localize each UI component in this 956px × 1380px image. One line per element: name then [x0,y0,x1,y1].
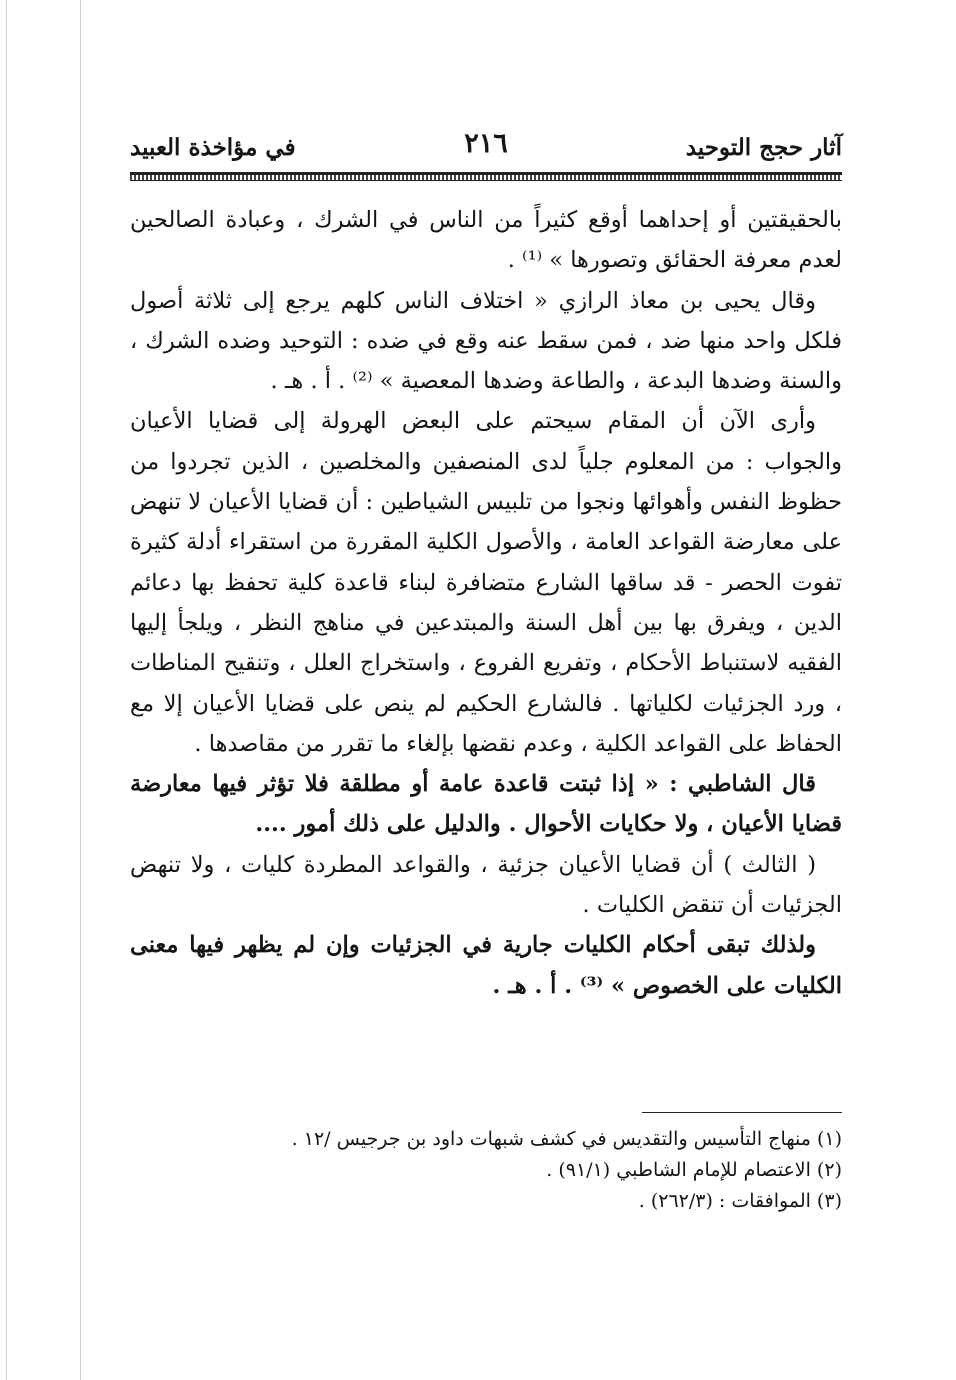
book-subtitle: في مؤاخذة العبيد [130,134,296,161]
paragraph: وأرى الآن أن المقام سيحتم على البعض الهرولة إلى قضايا الأعيان والجواب : من المعلوم جلياً لدى المنصفين والمخلصين ، الذين تجردوا من حظوظ النفس وأهوائها ونجوا من تلبيس الشياطين : أن قضايا الأعيان لا تنهض على معارضة القواعد العامة ، والأصول الكلية المقررة من استقراء أدلة كثيرة تفوت الحصر - قد ساقها الشارع متضافرة لبناء قاعدة كلية تحفظ بها دعائم الدين ، ويفرق بها بين أهل السنة والمبتدعين في مناهج النظر ، ويلجأ إليها الفقيه لاستنباط الأحكام ، وتفريع الفروع ، واستخراج العلل ، وتنقيح المناطات ، ورد الجزئيات لكلياتها . فالشارع الحكيم لم ينص على قضايا الأعيان إلا مع الحفاظ على القواعد الكلية ، وعدم نقضها بإلغاء ما تقرر من مقاصدها . [130,408,842,757]
footnote: (٢) الاعتصام للإمام الشاطبي (٩١/١) . [546,1159,842,1181]
paragraph: ولذلك تبقى أحكام الكليات جارية في الجزئيات وإن لم يظهر فيها معنى الكليات على الخصوص » ⁽³⁾ . أ . هـ . [130,932,842,999]
paragraph: بالحقيقتين أو إحداهما أوقع كثيراً من الناس في الشرك ، وعبادة الصالحين لعدم معرفة الحقائق وتصورها » ⁽¹⁾ . [130,207,842,274]
footnote-separator [642,1112,842,1113]
main-text [130,200,842,1006]
paragraph: وقال يحيى بن معاذ الرازي « اختلاف الناس كلهم يرجع إلى ثلاثة أصول فلكل واحد منها ضد ، فمن سقط عنه وقع في ضده : التوحيد وضده الشرك ، والسنة وضدها البدعة ، والطاعة وضدها المعصية » ⁽²⁾ . أ . هـ . [130,287,842,395]
page-number: ٢١٦ [464,128,508,159]
scan-margin-line [6,0,7,1380]
scan-margin-line [80,0,81,1380]
footnote: (١) منهاج التأسيس والتقديس في كشف شبهات داود بن جرجيس /١٢ . [291,1128,842,1150]
book-title: آثار حجج التوحيد [685,134,842,161]
header-rule [130,172,842,181]
footnotes [130,1124,842,1217]
footnote: (٣) الموافقات : (٢٦٢/٣) . [638,1190,842,1212]
page-header [130,128,842,172]
paragraph: قال الشاطبي : « إذا ثبتت قاعدة عامة أو مطلقة فلا تؤثر فيها معارضة قضايا الأعيان ، ولا حكايات الأحوال . والدليل على ذلك أمور .... [130,771,842,838]
paragraph: ( الثالث ) أن قضايا الأعيان جزئية ، والقواعد المطردة كليات ، ولا تنهض الجزئيات أن تنقض الكليات . [130,851,842,919]
